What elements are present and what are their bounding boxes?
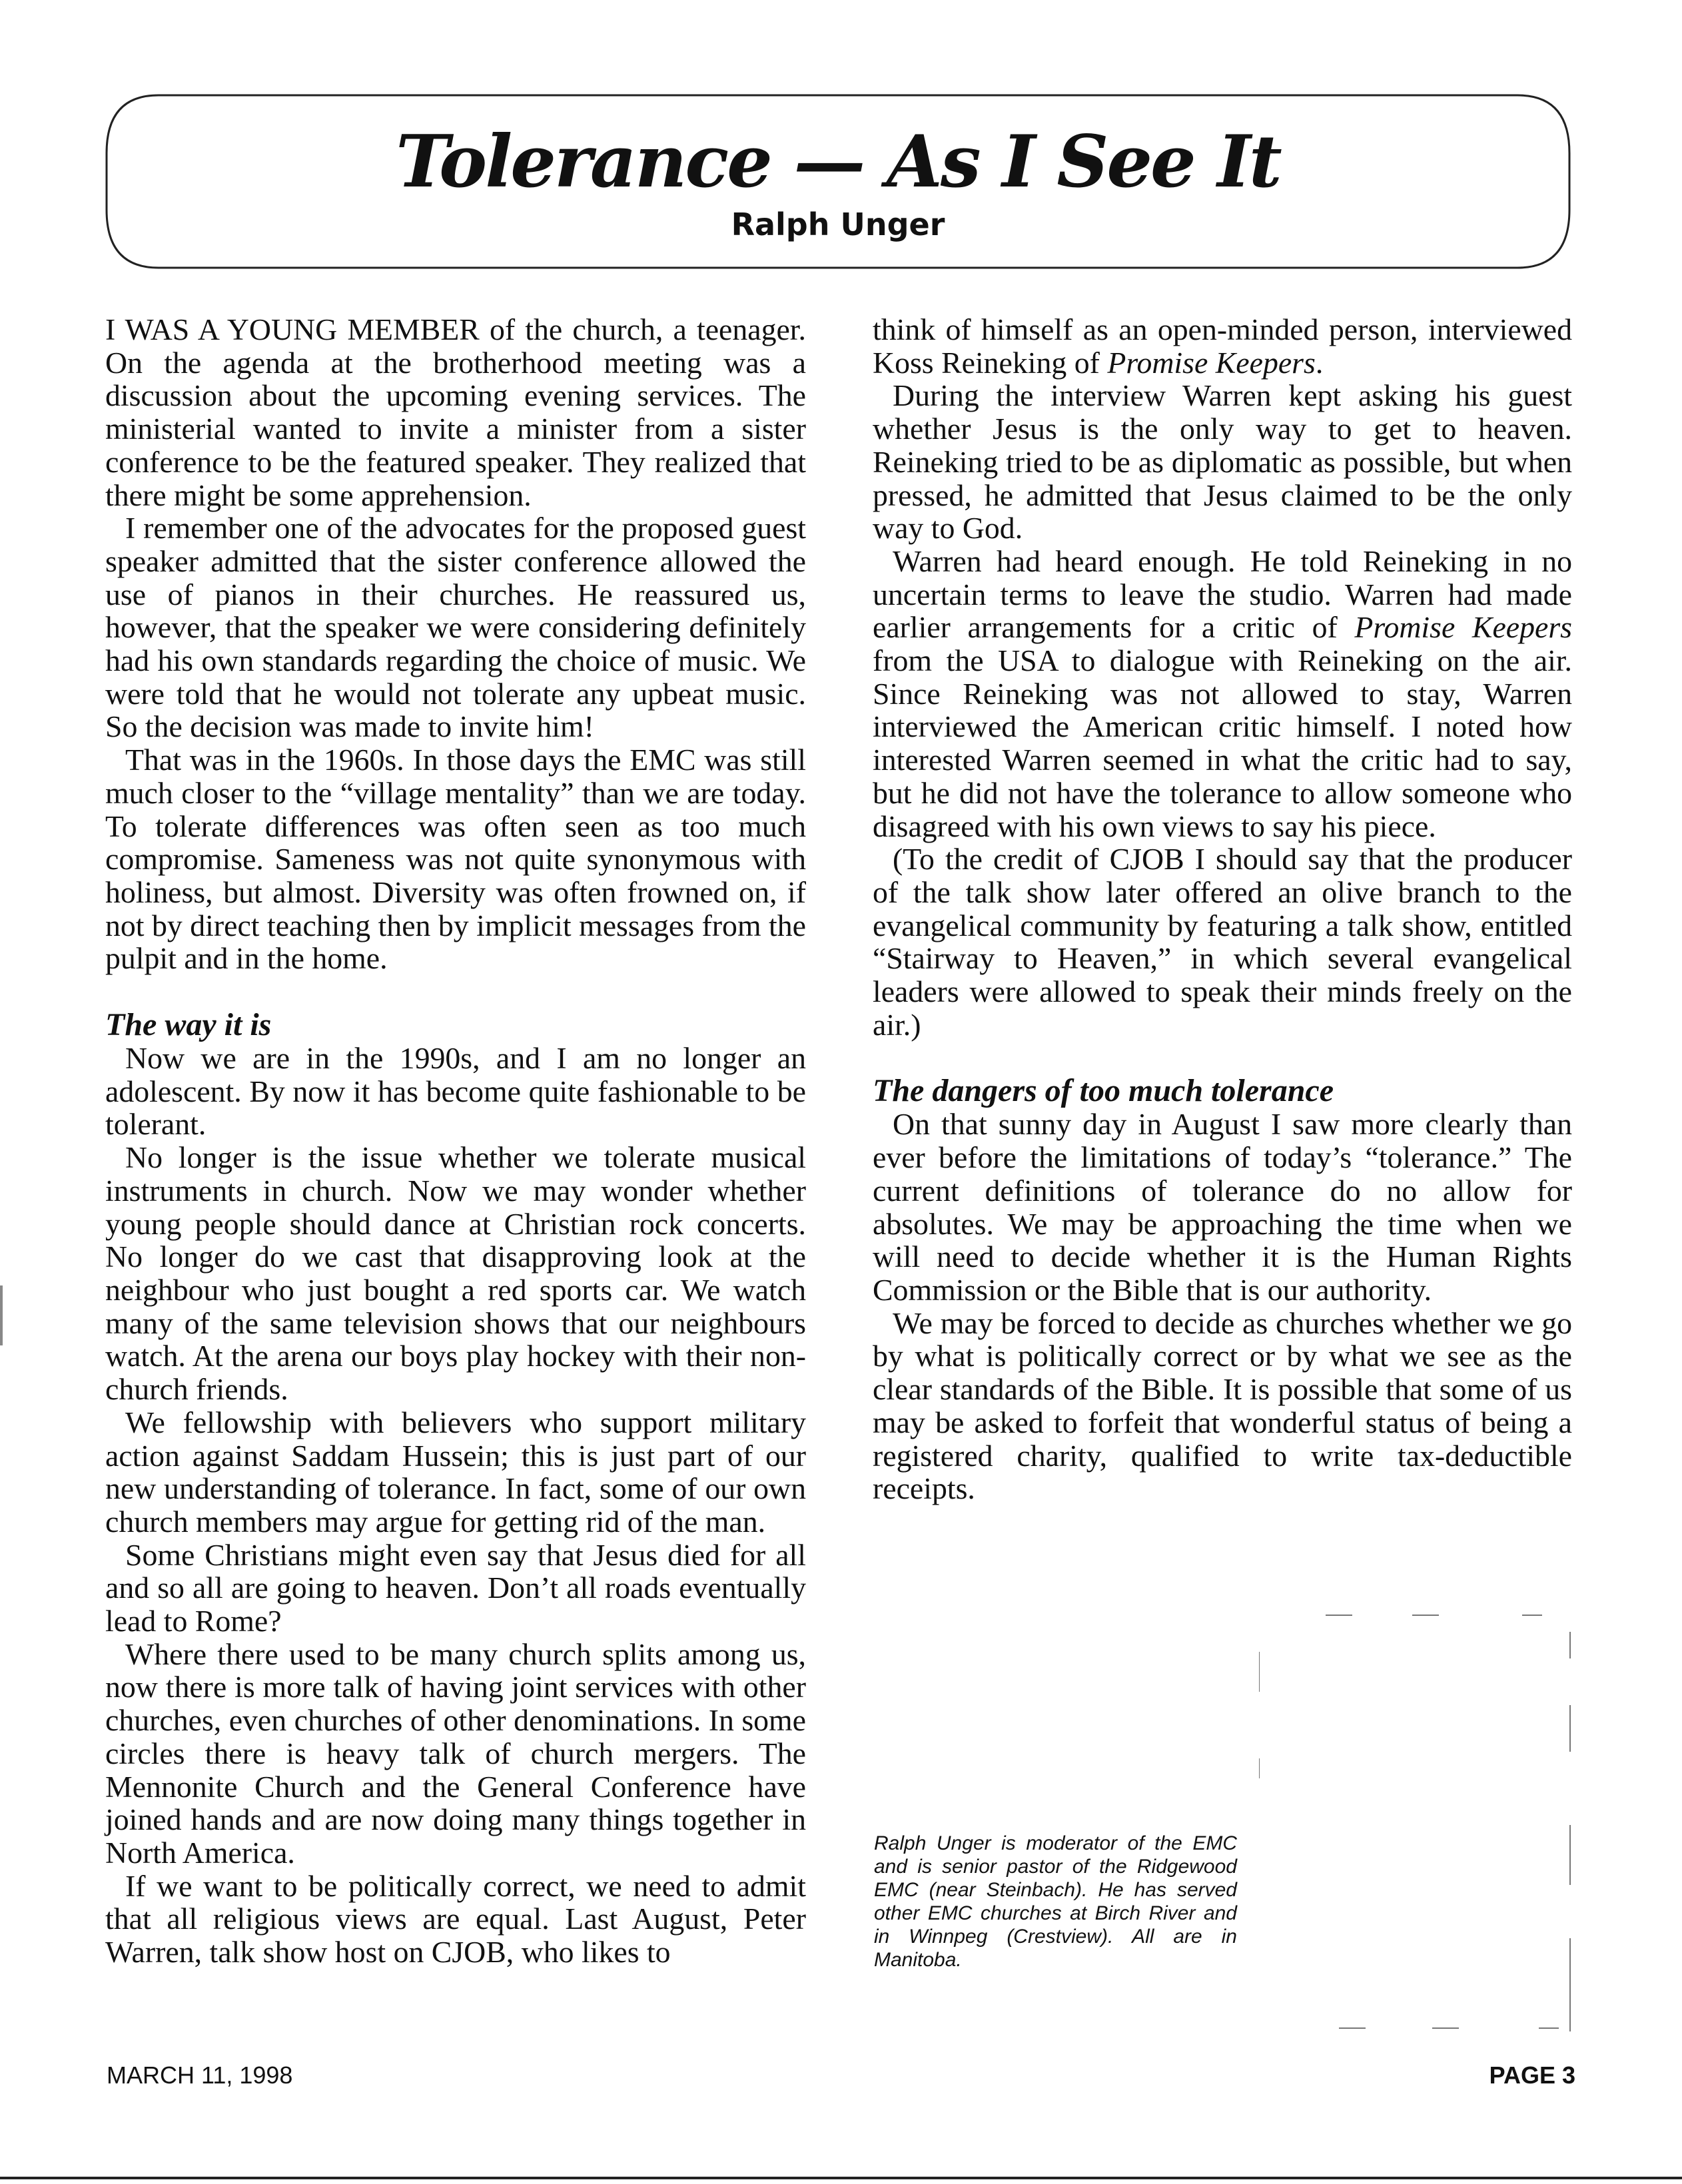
paragraph-text: . bbox=[1315, 345, 1324, 380]
paragraph-text: Warren had heard enough. He told Reineking in no uncertain terms to leave the studio. Warren had made earlier arrangements for a critic of bbox=[873, 544, 1572, 645]
paragraph: Where there used to be many church splits among us, now there is more talk of having joint services with other churches, even churches of other denominations. In some circles there is heavy talk of church mergers. The Mennonite Church and the General Conference have joined hands and are now doing many things together in North America. bbox=[105, 1637, 806, 1870]
paragraph: (To the credit of CJOB I should say that the producer of the talk show later offered an olive branch to the evangelical community by featuring a talk show, entitled “Stairway to Heaven,” in which several evangelical leaders were allowed to speak their minds freely on the air.) bbox=[873, 842, 1572, 1042]
paragraph: No longer is the issue whether we tolerate musical instruments in church. Now we may wonder whether young people should dance at Christian rock concerts. No longer do we cast that disapproving look at the neighbour who just bought a red sports car. We watch many of the same television shows that our neighbours watch. At the arena our boys play hockey with their non-church friends. bbox=[105, 1140, 806, 1407]
paragraph: Some Christians might even say that Jesus died for all and so all are going to heaven. Don’t all roads eventually lead to Rome? bbox=[105, 1537, 806, 1638]
italic-title: Promise Keepers bbox=[1354, 610, 1573, 645]
section-heading: The way it is bbox=[105, 1007, 272, 1043]
paragraph: We fellowship with believers who support military action against Saddam Hussein; this is just part of our new understanding of tolerance. In fact, some of our own church members may argue for getting rid of the man. bbox=[105, 1405, 806, 1539]
paragraph bbox=[873, 545, 1572, 843]
paragraph-text: think of himself as an open-minded person, interviewed Koss Reineking of bbox=[873, 312, 1572, 380]
scan-bottom-edge bbox=[0, 2177, 1682, 2179]
paragraph: During the interview Warren kept asking his guest whether Jesus is the only way to get to heaven. Reineking tried to be as diplomatic as possible, but when pressed, he admitted that Jesus claimed to be the only way to God. bbox=[873, 378, 1572, 546]
section-heading: The dangers of too much tolerance bbox=[873, 1073, 1334, 1109]
lead-caps: I WAS A YOUNG MEMBER bbox=[105, 312, 480, 346]
article-author: Ralph Unger bbox=[731, 206, 945, 242]
paragraph bbox=[105, 313, 806, 512]
paragraph-text: of the church, a teenager. On the agenda at the brotherhood meeting was a discussion about the upcoming evening services. The ministerial wanted to invite a minister from a sister conference to be the featured speaker. They realized that there might be some apprehension. bbox=[105, 312, 806, 512]
photo-placeholder bbox=[1259, 1605, 1579, 2038]
paragraph: Now we are in the 1990s, and I am no longer an adolescent. By now it has become quite fashionable to be tolerant. bbox=[105, 1041, 806, 1142]
paragraph-text: from the USA to dialogue with Reineking on the air. Since Reineking was not allowed to stay, Warren interviewed the American critic himself. I noted how interested Warren seemed in what the critic had to say, but he did not have the tolerance to allow someone who disagreed with his own views to say his piece. bbox=[873, 643, 1572, 843]
paragraph: That was in the 1960s. In those days the EMC was still much closer to the “village mentality” than we are today. To tolerate differences was often seen as too much compromise. Sameness was not quite synonymous with holiness, but almost. Diversity was often frowned on, if not by direct teaching then by implicit messages from the pulpit and in the home. bbox=[105, 743, 806, 976]
paragraph: If we want to be politically correct, we need to admit that all religious views are equal. Last August, Peter Warren, talk show host on CJOB, who likes to bbox=[105, 1868, 806, 1970]
issue-date: MARCH 11, 1998 bbox=[107, 2061, 293, 2089]
scan-edge-mark bbox=[0, 1285, 3, 1345]
article-title: Tolerance — As I See It bbox=[396, 120, 1280, 204]
author-bio: Ralph Unger is moderator of the EMC and is senior pastor of the Ridgewood EMC (near Steinbach). He has served other EMC churches at Birch River and in Winnpeg (Crestview). All are in Manitoba. bbox=[874, 1832, 1237, 1971]
paragraph: I remember one of the advocates for the proposed guest speaker admitted that the sister conference allowed the use of pianos in their churches. He reassured us, however, that the speaker we were considering definitely had his own standards regarding the choice of music. We were told that he would not tolerate any upbeat music. So the decision was made to invite him! bbox=[105, 511, 806, 744]
paragraph: We may be forced to decide as churches whether we go by what is politically correct or by what we see as the clear standards of the Bible. It is possible that some of us may be asked to forfeit that wonderful status of being a registered charity, qualified to write tax-deductible receipts. bbox=[873, 1305, 1572, 1506]
right-column bbox=[873, 313, 1572, 1505]
left-column bbox=[105, 313, 806, 1969]
photo-crop-lines bbox=[1259, 1605, 1579, 2038]
paragraph: On that sunny day in August I saw more clearly than ever before the limitations of today’s “tolerance.” The current definitions of tolerance do no allow for absolutes. We may be approaching the time when we will need to decide whether it is the Human Rights Commission or the Bible that is our authority. bbox=[873, 1107, 1572, 1307]
page-number: PAGE 3 bbox=[1489, 2061, 1575, 2089]
title-box bbox=[105, 93, 1571, 270]
paragraph bbox=[873, 313, 1572, 379]
italic-title: Promise Keepers bbox=[1107, 345, 1316, 380]
